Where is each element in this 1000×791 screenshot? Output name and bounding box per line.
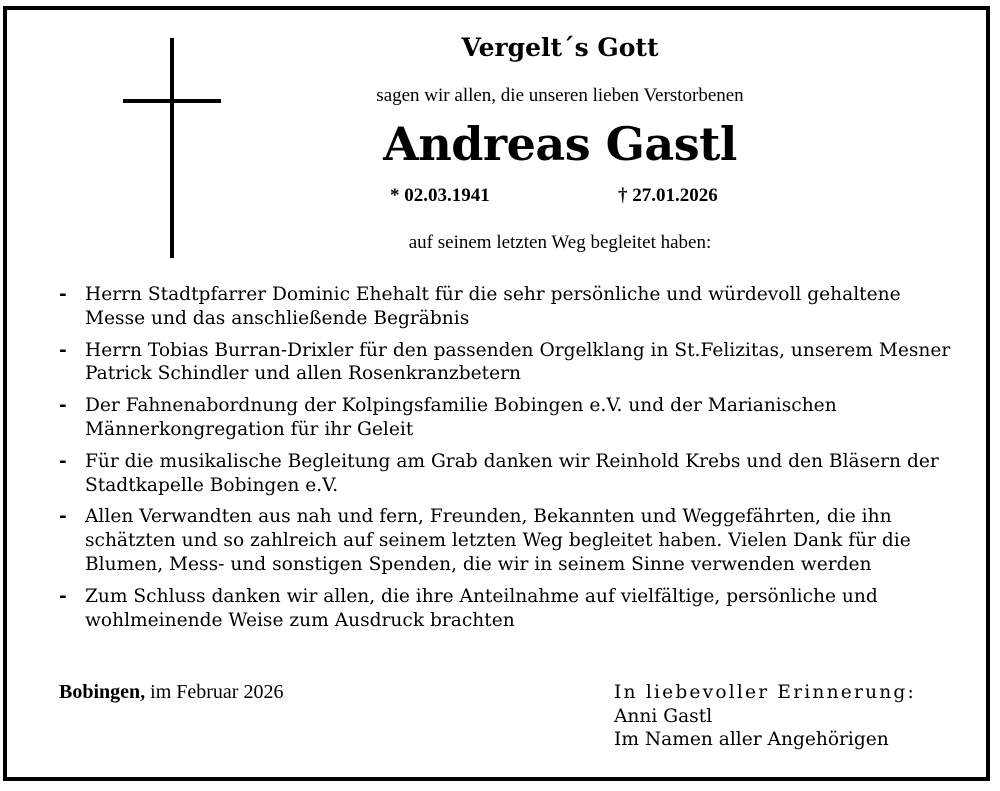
birth-date: * 02.03.1941 (390, 185, 490, 206)
list-item-text: Für die musikalische Begleitung am Grab danken wir Reinhold Krebs und den Bläsern der Stadtkapelle Bobingen e.V. (85, 450, 939, 496)
cross-icon (170, 38, 174, 258)
list-item-text: Herrn Stadtpfarrer Dominic Ehehalt für die sehr persönliche und würdevoll gehaltene Messe und das anschließende Begräbnis (85, 284, 901, 329)
list-item (59, 394, 964, 442)
bullet-dash: - (59, 395, 67, 417)
bullet-dash: - (59, 450, 67, 472)
list-item (59, 283, 964, 331)
list-item-text: Allen Verwandten aus nah und fern, Freunden, Bekannten und Weggefährten, die ihn schätzten und so zahlreich auf seinem letzten Weg begleitet haben. Vielen Dank für die Blumen, Mess- und sonstigen Spenden, die wir in seinem Sinne verwenden werden (85, 506, 911, 575)
signer-name: Anni Gastl (614, 705, 713, 727)
notice-title: Vergelt´s Gott (461, 33, 659, 62)
list-item-text: Zum Schluss danken wir allen, die ihre Anteilnahme auf vielfältige, persönliche und wohlmeinende Weise zum Ausdruck brachten (85, 585, 878, 631)
list-item-text: Herrn Tobias Burran-Drixler für den passenden Orgelklang in St.Felizitas, unserem Mesner Patrick Schindler und allen Rosenkranzbetern (85, 339, 951, 385)
list-item (59, 339, 964, 387)
list-item (59, 585, 964, 633)
intro-text: sagen wir allen, die unseren lieben Verstorbenen (376, 85, 744, 106)
thanks-list (59, 283, 964, 640)
outro-text: auf seinem letzten Weg begleitet haben: (408, 232, 712, 253)
bullet-dash: - (59, 585, 67, 607)
bullet-dash: - (59, 339, 67, 361)
bullet-dash: - (59, 284, 67, 305)
death-date: † 27.01.2026 (618, 185, 718, 206)
list-item (59, 450, 964, 498)
closing-greeting: In liebevoller Erinnerung: (614, 682, 916, 703)
bullet-dash: - (59, 506, 67, 528)
month-year: im Februar 2026 (150, 681, 284, 703)
list-item (59, 505, 964, 576)
place-date (59, 681, 283, 704)
place-name: Bobingen, (59, 681, 146, 703)
family-line: Im Namen aller Angehörigen (614, 729, 889, 750)
list-item-text: Der Fahnenabordnung der Kolpingsfamilie Bobingen e.V. und der Marianischen Männerkongregation für ihr Geleit (85, 395, 837, 440)
deceased-name: Andreas Gastl (383, 117, 737, 171)
signature-block (614, 681, 974, 752)
